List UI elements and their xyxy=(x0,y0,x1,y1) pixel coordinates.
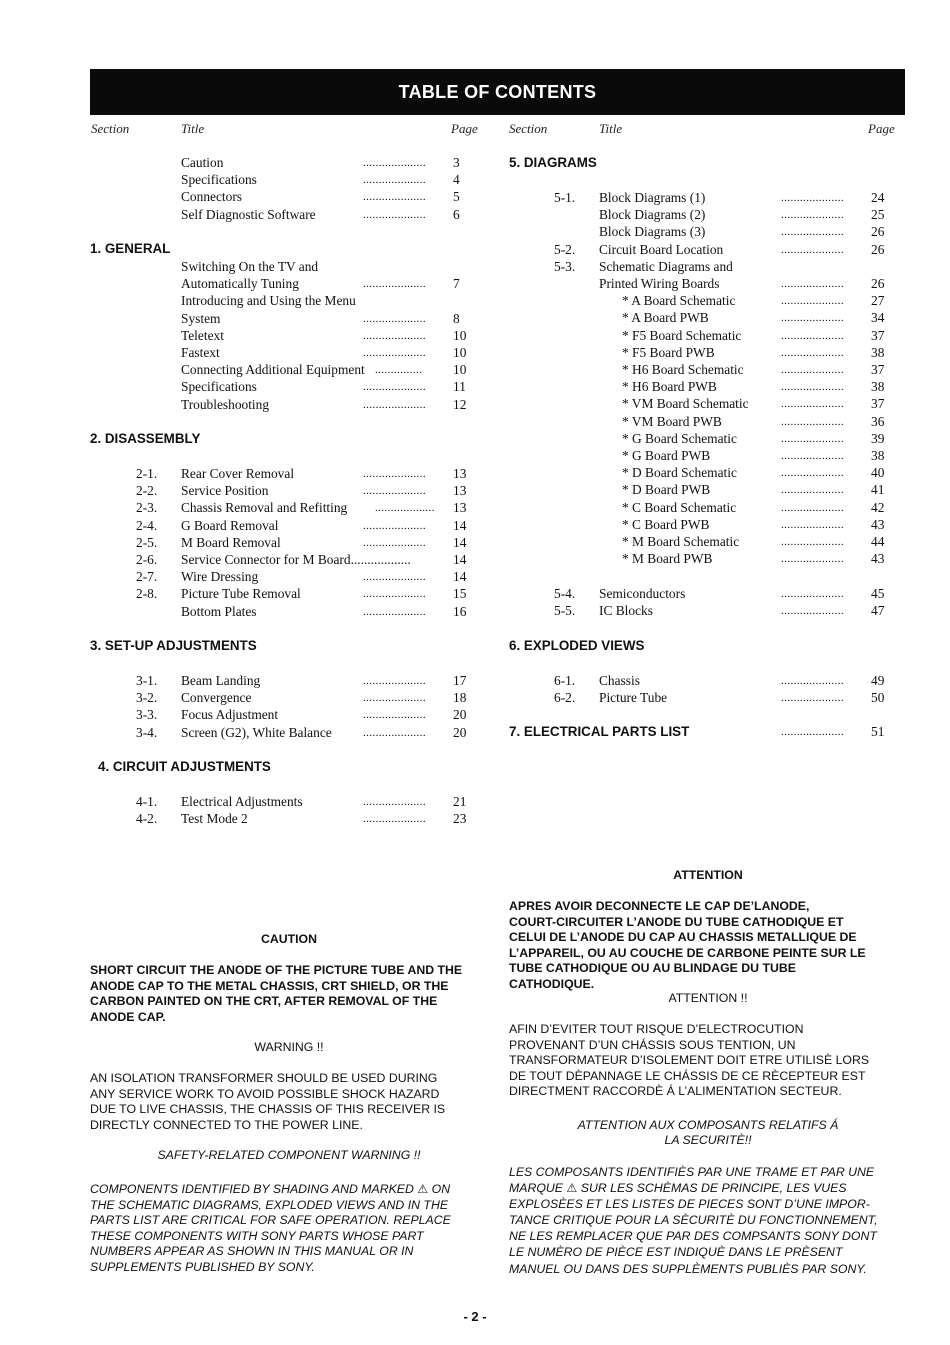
toc-item xyxy=(0,447,950,464)
toc-leader-dots: .................... xyxy=(363,796,426,808)
header-title-left: Title xyxy=(181,121,205,136)
toc-item xyxy=(0,378,950,395)
toc-item-title: Bottom Plates xyxy=(181,603,257,619)
toc-item-title: Caution xyxy=(181,155,224,170)
toc-item-page: 14 xyxy=(453,569,467,585)
toc-leader-dots: ............... xyxy=(375,364,423,377)
toc-item-number: 4-2. xyxy=(136,811,158,827)
toc-item-number: 3-1. xyxy=(136,673,158,688)
toc-item-page: 27 xyxy=(871,293,885,309)
toc-item-page: 25 xyxy=(871,207,885,223)
toc-leader-dots: .................... xyxy=(781,312,844,325)
toc-item-page: 8 xyxy=(453,310,460,326)
text-line: L’APPAREIL, OU AU COUCHE DE CARBONE PEINTE SUR LE xyxy=(509,945,866,960)
attention-heading: ATTENTION xyxy=(673,868,743,882)
text-line: THESE COMPONENTS WITH SONY PARTS WHOSE PART xyxy=(90,1228,424,1243)
toc-item-number: 2-1. xyxy=(136,466,158,481)
toc-item-title: * C Board PWB xyxy=(622,516,710,532)
toc-item-title: Introducing and Using the Menu xyxy=(181,293,356,309)
toc-item-title: * D Board Schematic xyxy=(622,465,737,481)
toc-item-title: * M Board PWB xyxy=(622,551,713,567)
toc-leader-dots: .................... xyxy=(781,381,844,394)
toc-item xyxy=(0,275,950,292)
text-line: DIRECTLY CONNECTED TO THE POWER LINE. xyxy=(90,1117,363,1132)
toc-item-title: Service Position xyxy=(181,483,269,499)
section-heading-setup: 3. SET-UP ADJUSTMENTS xyxy=(90,638,257,653)
toc-leader-dots: .................... xyxy=(781,518,844,531)
toc-item-page: 21 xyxy=(453,794,467,809)
toc-leader-dots: .................... xyxy=(363,174,426,187)
text-line: MANUEL OU DANS DES SUPPLÈMENTS PUBLIÈS PAR SONY. xyxy=(509,1261,867,1276)
toc-item-title: Teletext xyxy=(181,327,224,343)
toc-item-page: 24 xyxy=(871,190,885,205)
toc-leader-dots: .................... xyxy=(781,295,844,308)
toc-leader-dots: .................... xyxy=(363,485,426,498)
toc-leader-dots: .................... xyxy=(781,192,844,204)
toc-item xyxy=(0,723,950,740)
toc-item-page: 37 xyxy=(871,327,885,343)
toc-item-number: 5-5. xyxy=(554,603,576,619)
toc-item-page: 50 xyxy=(871,690,885,706)
toc-item-page: 3 xyxy=(453,155,460,170)
toc-leader-dots: .................... xyxy=(363,536,426,549)
toc-item-title: Wire Dressing xyxy=(181,569,259,585)
toc-item-title: * G Board Schematic xyxy=(622,430,737,446)
toc-leader-dots: .................... xyxy=(781,398,844,411)
toc-leader-dots: .................... xyxy=(363,398,426,411)
toc-item-page: 13 xyxy=(453,500,467,516)
toc-item-page: 51 xyxy=(871,724,885,739)
toc-item-title: Schematic Diagrams and xyxy=(599,258,733,274)
attention-text xyxy=(509,899,919,992)
toc-leader-dots: .................... xyxy=(363,468,426,480)
toc-item-page: 10 xyxy=(453,345,467,360)
text-line: EXPLOSÈES ET LES LISTES DE PIECES SONT D’UNE IMPOR- xyxy=(509,1197,870,1212)
toc-item xyxy=(0,223,950,240)
toc-item-number: 2-8. xyxy=(136,586,158,602)
toc-item-page: 42 xyxy=(871,499,885,515)
toc-item-number: 3-3. xyxy=(136,707,158,723)
toc-leader-dots: .................... xyxy=(781,553,844,566)
toc-item-page: 18 xyxy=(453,690,467,706)
toc-leader-dots: .................... xyxy=(363,571,426,584)
toc-leader-dots: .................... xyxy=(363,709,426,722)
text-line: NUMBERS APPEAR AS SHOWN IN THIS MANUAL OR IN xyxy=(90,1244,414,1258)
toc-leader-dots: .................... xyxy=(781,484,844,497)
text-line: SHORT CIRCUIT THE ANODE OF THE PICTURE TUBE AND THE xyxy=(90,963,463,977)
toc-item xyxy=(0,464,950,481)
toc-item-page: 38 xyxy=(871,379,885,395)
toc-item xyxy=(0,413,950,430)
header-page-left: Page xyxy=(451,121,478,136)
toc-item-number: 4-1. xyxy=(136,794,158,809)
text-line: TANCE CRITIQUE POUR LA SÈCURITÈ DU FONCTIONNEMENT, xyxy=(509,1213,878,1228)
text-line: AN ISOLATION TRANSFORMER SHOULD BE USED DURING xyxy=(90,1071,438,1085)
toc-item-page: 4 xyxy=(453,172,460,188)
text-line: APRES AVOIR DECONNECTE LE CAP DE’LANODE, xyxy=(509,899,810,913)
toc-leader-dots: .................... xyxy=(781,536,844,548)
toc-item xyxy=(0,499,950,516)
toc-item xyxy=(0,481,950,498)
toc-item-title: G Board Removal xyxy=(181,517,279,533)
section-heading-general: 1. GENERAL xyxy=(90,241,171,256)
toc-leader-dots: .................... xyxy=(781,226,844,239)
toc-leader-dots: .................... xyxy=(781,346,844,359)
toc-leader-dots: .................... xyxy=(363,329,426,342)
toc-item-title: Connecting Additional Equipment xyxy=(181,362,365,378)
toc-item-title: Picture Tube xyxy=(599,690,668,706)
toc-leader-dots: .................... xyxy=(363,312,426,325)
toc-item-number: 5-1. xyxy=(554,190,576,205)
toc-leader-dots: .................... xyxy=(363,726,426,739)
toc-leader-dots: .................... xyxy=(781,209,844,222)
toc-item-page: 36 xyxy=(871,413,885,429)
section-heading-parts-list: 7. ELECTRICAL PARTS LIST xyxy=(509,724,690,739)
toc-leader-dots: .................... xyxy=(363,675,426,687)
section-heading-circuit: 4. CIRCUIT ADJUSTMENTS xyxy=(98,759,271,774)
page-title-banner xyxy=(90,69,905,115)
toc-item xyxy=(0,430,950,447)
toc-item-title: Block Diagrams (2) xyxy=(599,207,706,223)
toc-item-number: 2-3. xyxy=(136,500,158,516)
toc-item-title: * M Board Schematic xyxy=(622,534,740,549)
toc-item xyxy=(0,171,950,188)
toc-item-title: * F5 Board PWB xyxy=(622,344,715,360)
toc-leader-dots: .................... xyxy=(363,692,426,705)
toc-item-page: 26 xyxy=(871,241,885,257)
toc-item xyxy=(0,689,950,706)
toc-item-title: Rear Cover Removal xyxy=(181,466,295,481)
toc-item-title: Test Mode 2 xyxy=(181,811,248,827)
toc-item-title: * F5 Board Schematic xyxy=(622,327,742,343)
toc-item xyxy=(0,585,950,602)
toc-item-page: 13 xyxy=(453,466,467,481)
toc-leader-dots: .................... xyxy=(781,243,844,256)
toc-leader-dots: .................... xyxy=(781,415,844,428)
toc-item-title: Chassis xyxy=(599,673,640,688)
toc-item xyxy=(0,189,950,206)
toc-item xyxy=(0,533,950,550)
toc-item-page: 10 xyxy=(453,327,467,343)
toc-item-page: 49 xyxy=(871,673,885,688)
toc-leader-dots: .................... xyxy=(363,278,426,291)
toc-leader-dots: .................... xyxy=(781,432,844,445)
toc-item-title: Chassis Removal and Refitting xyxy=(181,500,348,516)
header-section-right: Section xyxy=(509,121,548,136)
toc-item-page: 20 xyxy=(453,724,467,740)
toc-item-number: 6-2. xyxy=(554,690,576,706)
toc-leader-dots: .................... xyxy=(781,605,844,618)
toc-leader-dots: .................... xyxy=(781,726,844,738)
toc-item-title: Service Connector for M Board.................. xyxy=(181,552,411,567)
toc-item-page: 26 xyxy=(871,276,885,291)
text-line: TUBE CATHODIQUE OU AU BLINDAGE DU TUBE xyxy=(509,961,796,975)
toc-item-title: Fastext xyxy=(181,345,220,360)
toc-item-number: 6-1. xyxy=(554,673,576,688)
toc-item xyxy=(0,241,950,258)
toc-item-page: 20 xyxy=(453,707,467,723)
text-line: ANY SERVICE WORK TO AVOID POSSIBLE SHOCK HAZARD xyxy=(90,1086,440,1101)
toc-item-page: 38 xyxy=(871,448,885,463)
toc-item xyxy=(0,550,950,567)
toc-item xyxy=(0,395,950,412)
toc-item-page: 45 xyxy=(871,586,885,601)
text-line: LE NUMÈRO DE PIÈCE EST INDIQUÈ DANS LE PRÈSENT xyxy=(509,1245,843,1260)
toc-item-title: Screen (G2), White Balance xyxy=(181,724,332,740)
toc-item-number: 5-4. xyxy=(554,586,576,601)
toc-item xyxy=(0,344,950,361)
toc-leader-dots: .................... xyxy=(781,364,844,376)
toc-item-page: 11 xyxy=(453,379,466,395)
toc-leader-dots: .................... xyxy=(363,588,426,601)
toc-item-title: * G Board PWB xyxy=(622,448,711,463)
toc-item-page: 34 xyxy=(871,310,885,326)
toc-item-title: Block Diagrams (1) xyxy=(599,190,706,205)
toc-item xyxy=(0,292,950,309)
composants-text xyxy=(509,1164,919,1277)
section-heading-diagrams: 5. DIAGRAMS xyxy=(509,155,597,170)
header-page-right: Page xyxy=(868,121,895,136)
text-line: SUPPLEMENTS PUBLISHED BY SONY. xyxy=(90,1259,315,1274)
toc-item-page: 47 xyxy=(871,603,885,619)
toc-item-title: Focus Adjustment xyxy=(181,707,279,723)
toc-item-number: 5-3. xyxy=(554,258,576,274)
toc-item-title: M Board Removal xyxy=(181,534,281,550)
toc-item-page: 12 xyxy=(453,396,467,412)
toc-leader-dots: .................... xyxy=(363,519,426,532)
toc-leader-dots: .................... xyxy=(781,467,844,480)
toc-item-title: Troubleshooting xyxy=(181,396,270,412)
toc-item xyxy=(0,602,950,619)
toc-item-title: Beam Landing xyxy=(181,673,261,688)
toc-item-title: Switching On the TV and xyxy=(181,259,319,274)
toc-item-number: 2-5. xyxy=(136,534,158,550)
attention-sub-text xyxy=(509,1022,919,1100)
caution-heading: CAUTION xyxy=(260,932,317,946)
toc-leader-dots: .................... xyxy=(781,501,844,514)
toc-item-title: * A Board Schematic xyxy=(622,293,736,309)
text-line: CARBON PAINTED ON THE CRT, AFTER REMOVAL OF THE xyxy=(90,994,438,1008)
toc-leader-dots: .................... xyxy=(363,605,426,618)
toc-item-number: 3-2. xyxy=(136,690,158,706)
text-line: PROVENANT D’UN CHÁSSIS SOUS TENTION, UN xyxy=(509,1037,796,1052)
toc-item-title: * D Board PWB xyxy=(622,482,711,498)
toc-item-page: 44 xyxy=(871,534,885,549)
toc-item-title: Connectors xyxy=(181,189,242,205)
toc-item-title: Specifications xyxy=(181,172,257,188)
toc-leader-dots: .................... xyxy=(781,450,844,462)
toc-item xyxy=(0,810,950,827)
toc-item-title: * VM Board PWB xyxy=(622,413,722,429)
toc-item-title: System xyxy=(181,310,221,326)
toc-item-page: 38 xyxy=(871,344,885,360)
toc-item-title: * A Board PWB xyxy=(622,310,709,326)
toc-leader-dots: .................... xyxy=(781,329,844,342)
text-line: PARTS LIST ARE CRITICAL FOR SAFE OPERATION. REPLACE xyxy=(90,1213,451,1227)
text-line: CELUI DE L’ANODE DU CAP AU CHASSIS METALLIQUE DE xyxy=(509,930,857,944)
toc-item-page: 14 xyxy=(453,517,467,533)
toc-item-title: Picture Tube Removal xyxy=(181,586,301,602)
toc-item-title: IC Blocks xyxy=(599,603,653,619)
toc-item xyxy=(0,672,950,689)
toc-item xyxy=(0,793,950,810)
composants-heading-2: LA SECURITÈ!! xyxy=(664,1133,752,1147)
toc-leader-dots: .................... xyxy=(363,191,426,204)
toc-leader-dots: .................... xyxy=(363,381,426,394)
toc-item-title: Circuit Board Location xyxy=(599,241,724,257)
toc-item xyxy=(0,568,950,585)
toc-item-page: 37 xyxy=(871,362,885,377)
toc-item xyxy=(0,706,950,723)
text-line: THE SCHEMATIC DIAGRAMS, EXPLODED VIEWS AND IN THE xyxy=(90,1197,449,1212)
toc-leader-dots: .................... xyxy=(781,278,844,290)
text-line: TRANSFORMATEUR D’ISOLEMENT DOIT ETRE UTILISÈ LORS xyxy=(509,1053,870,1067)
warning-heading: WARNING !! xyxy=(254,1040,324,1054)
toc-item-page: 43 xyxy=(871,551,885,567)
toc-item-title: Semiconductors xyxy=(599,586,686,601)
toc-item-title: Automatically Tuning xyxy=(181,276,299,292)
toc-item-title: Self Diagnostic Software xyxy=(181,206,316,222)
toc-item-number: 2-2. xyxy=(136,483,158,499)
toc-item xyxy=(0,154,950,171)
text-line: AFIN D’EVITER TOUT RISQUE D’ELECTROCUTION xyxy=(509,1022,804,1036)
toc-item-page: 40 xyxy=(871,465,885,481)
toc-item-title: * H6 Board Schematic xyxy=(622,362,744,377)
toc-item xyxy=(0,361,950,378)
text-line: CATHODIQUE. xyxy=(509,976,595,991)
toc-item-page: 37 xyxy=(871,396,885,412)
toc-item-page: 16 xyxy=(453,603,467,619)
text-line: COURT-CIRCUITER L’ANODE DU TUBE CATHODIQUE ET xyxy=(509,914,844,929)
caution-text xyxy=(90,963,500,1025)
toc-item-title: Printed Wiring Boards xyxy=(599,276,720,291)
toc-leader-dots: .................... xyxy=(363,157,426,169)
toc-leader-dots: .................... xyxy=(781,588,844,600)
toc-item-page: 41 xyxy=(871,482,885,498)
toc-item-number: 3-4. xyxy=(136,724,158,740)
text-line: DIRECTMENT RACCORDÈ Á L’ALIMENTATION SECTEUR. xyxy=(509,1084,842,1098)
toc-item-page: 39 xyxy=(871,430,885,446)
toc-leader-dots: .................... xyxy=(781,692,844,705)
toc-item xyxy=(0,206,950,223)
header-section-left: Section xyxy=(91,121,130,136)
page-number: - 2 - xyxy=(463,1309,487,1324)
toc-leader-dots: .................... xyxy=(363,347,426,359)
toc-item-title: * VM Board Schematic xyxy=(622,396,749,412)
toc-item-page: 26 xyxy=(871,224,885,240)
text-line: ANODE CAP TO THE METAL CHASSIS, CRT SHIELD, OR THE xyxy=(90,978,449,993)
text-line: MARQUE ⚠ SUR LES SCHÈMAS DE PRINCIPE, LES VUES xyxy=(509,1181,847,1196)
toc-item-title: * H6 Board PWB xyxy=(622,379,717,395)
toc-item-page: 23 xyxy=(453,811,467,827)
page-title: TABLE OF CONTENTS xyxy=(398,81,597,102)
toc-item-number: 2-7. xyxy=(136,569,158,585)
toc-item xyxy=(0,258,950,275)
toc-item-page: 7 xyxy=(453,276,460,292)
toc-leader-dots: .................... xyxy=(363,813,426,826)
toc-leader-dots: .................... xyxy=(781,675,844,687)
text-line: ANODE CAP. xyxy=(90,1009,166,1024)
text-line: COMPONENTS IDENTIFIED BY SHADING AND MARKED ⚠ ON xyxy=(90,1182,451,1196)
toc-item-page: 15 xyxy=(453,586,467,602)
header-title-right: Title xyxy=(599,121,623,136)
warning-text xyxy=(90,1071,500,1133)
toc-item-title: Specifications xyxy=(181,379,257,395)
toc-item-page: 17 xyxy=(453,673,467,688)
text-line: NE LES REMPLACER QUE PAR DES COMPSANTS SONY DONT xyxy=(509,1229,877,1244)
text-line: DUE TO LIVE CHASSIS, THE CHASSIS OF THIS RECEIVER IS xyxy=(90,1102,446,1116)
text-line: DE TOUT DÈPANNAGE LE CHÁSSIS DE CE RÈCEPTEUR EST xyxy=(509,1068,866,1083)
section-heading-exploded: 6. EXPLODED VIEWS xyxy=(509,638,645,653)
safety-heading: SAFETY-RELATED COMPONENT WARNING !! xyxy=(157,1148,421,1162)
toc-item xyxy=(0,327,950,344)
text-line: LES COMPOSANTS IDENTIFIÈS PAR UNE TRAME ET PAR UNE xyxy=(509,1165,875,1179)
toc-item-number: 2-6. xyxy=(136,552,158,567)
toc-item-page: 14 xyxy=(453,552,467,567)
toc-item-number: 2-4. xyxy=(136,517,158,533)
toc-item-page: 10 xyxy=(453,362,467,378)
toc-item-title: Electrical Adjustments xyxy=(181,794,303,809)
toc-item xyxy=(0,309,950,326)
toc-item-title: * C Board Schematic xyxy=(622,499,737,515)
toc-item-page: 14 xyxy=(453,534,467,550)
toc-item-title: Block Diagrams (3) xyxy=(599,224,706,240)
attention-sub-heading: ATTENTION !! xyxy=(668,991,748,1005)
toc-leader-dots: .................... xyxy=(363,208,426,221)
composants-heading-1: ATTENTION AUX COMPOSANTS RELATIFS Á xyxy=(577,1118,839,1132)
toc-item-page: 5 xyxy=(453,189,460,205)
toc-item-page: 6 xyxy=(453,206,460,222)
toc-item-number: 5-2. xyxy=(554,241,576,257)
safety-text xyxy=(90,1182,500,1275)
toc-item-page: 43 xyxy=(871,516,885,532)
section-heading-disassembly: 2. DISASSEMBLY xyxy=(90,431,201,446)
toc-item-title: Convergence xyxy=(181,690,252,706)
toc-leader-dots: ................... xyxy=(375,502,435,515)
toc-item xyxy=(0,516,950,533)
toc-item-page: 13 xyxy=(453,483,467,499)
